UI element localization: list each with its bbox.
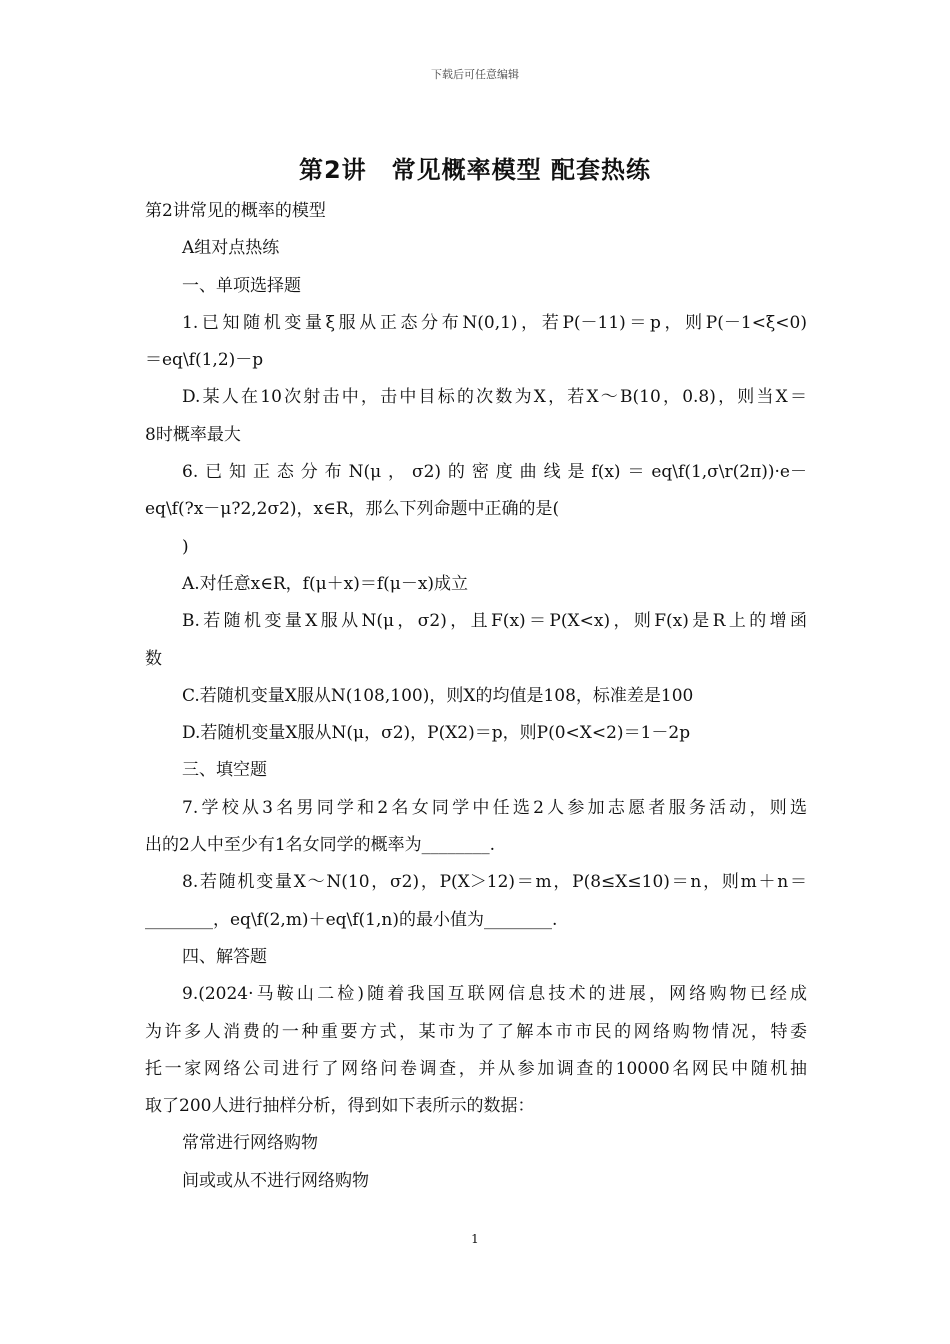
- question-8-line-2: ________，eq\f(2,m)＋eq\f(1,n)的最小值为________.: [145, 909, 558, 930]
- document-body: [145, 193, 807, 1200]
- part-heading-single-choice: 一、单项选择题: [182, 275, 301, 296]
- option-b-line-2: 数: [145, 648, 162, 669]
- table-row-label-2: 间或或从不进行网络购物: [182, 1170, 369, 1191]
- question-9-line-1: 9.(2024·马鞍山二检)随着我国互联网信息技术的进展，网络购物已经成: [182, 984, 807, 1005]
- question-1-line-2: ＝eq\f(1,2)－p: [145, 350, 264, 371]
- question-8-line-1: 8.若随机变量X～N(10，σ2)，P(X＞12)＝m，P(8≤X≤10)＝n，则m＋n＝: [182, 872, 807, 893]
- question-6-line-1: 6.已知正态分布N(μ，σ2)的密度曲线是f(x)＝eq\f(1,σ\r(2π))·e－: [182, 462, 807, 483]
- group-heading: A组对点热练: [182, 238, 280, 259]
- question-9-line-4: 取了200人进行抽样分析，得到如下表所示的数据：: [145, 1096, 535, 1117]
- option-a: A.对任意x∈R，f(μ＋x)＝f(μ－x)成立: [182, 573, 469, 594]
- page-number: 1: [471, 1232, 479, 1246]
- option-d-line-1: D.某人在10次射击中，击中目标的次数为X，若X～B(10，0.8)，则当X＝: [182, 387, 807, 408]
- question-7-line-2: 出的2人中至少有1名女同学的概率为________.: [145, 835, 496, 856]
- option-b-line-1: B.若随机变量X服从N(μ，σ2)，且F(x)＝P(X<x)，则F(x)是R上的增函: [182, 611, 807, 632]
- option-d-line-2: 8时概率最大: [145, 424, 241, 445]
- option-c: C.若随机变量X服从N(108,100)，则X的均值是108，标准差是100: [182, 685, 694, 706]
- page-title: 第2讲 常见概率模型 配套热练: [298, 156, 652, 184]
- question-9-line-3: 托一家网络公司进行了网络问卷调查，并从参加调查的10000名网民中随机抽: [145, 1058, 807, 1079]
- table-row-label-1: 常常进行网络购物: [182, 1133, 318, 1154]
- question-1-line-1: 1.已知随机变量ξ服从正态分布N(0,1)，若P(－11)＝p，则P(－1<ξ<0): [182, 312, 807, 333]
- header-note: 下载后可任意编辑: [431, 68, 519, 81]
- part-heading-fill-in: 三、填空题: [182, 760, 267, 781]
- question-9-line-2: 为许多人消费的一种重要方式，某市为了了解本市市民的网络购物情况，特委: [145, 1021, 807, 1042]
- question-6-line-2: eq\f(?x－μ?2,2σ2)，x∈R，那么下列命题中正确的是(: [145, 499, 560, 520]
- question-7-line-1: 7.学校从3名男同学和2名女同学中任选2人参加志愿者服务活动，则选: [182, 797, 807, 818]
- option-d: D.若随机变量X服从N(μ，σ2)，P(X2)＝p，则P(0<X<2)＝1－2p: [182, 723, 691, 744]
- question-6-line-3: ): [182, 536, 189, 557]
- section-heading: 第2讲常见的概率的模型: [145, 201, 326, 221]
- part-heading-answer: 四、解答题: [182, 946, 267, 967]
